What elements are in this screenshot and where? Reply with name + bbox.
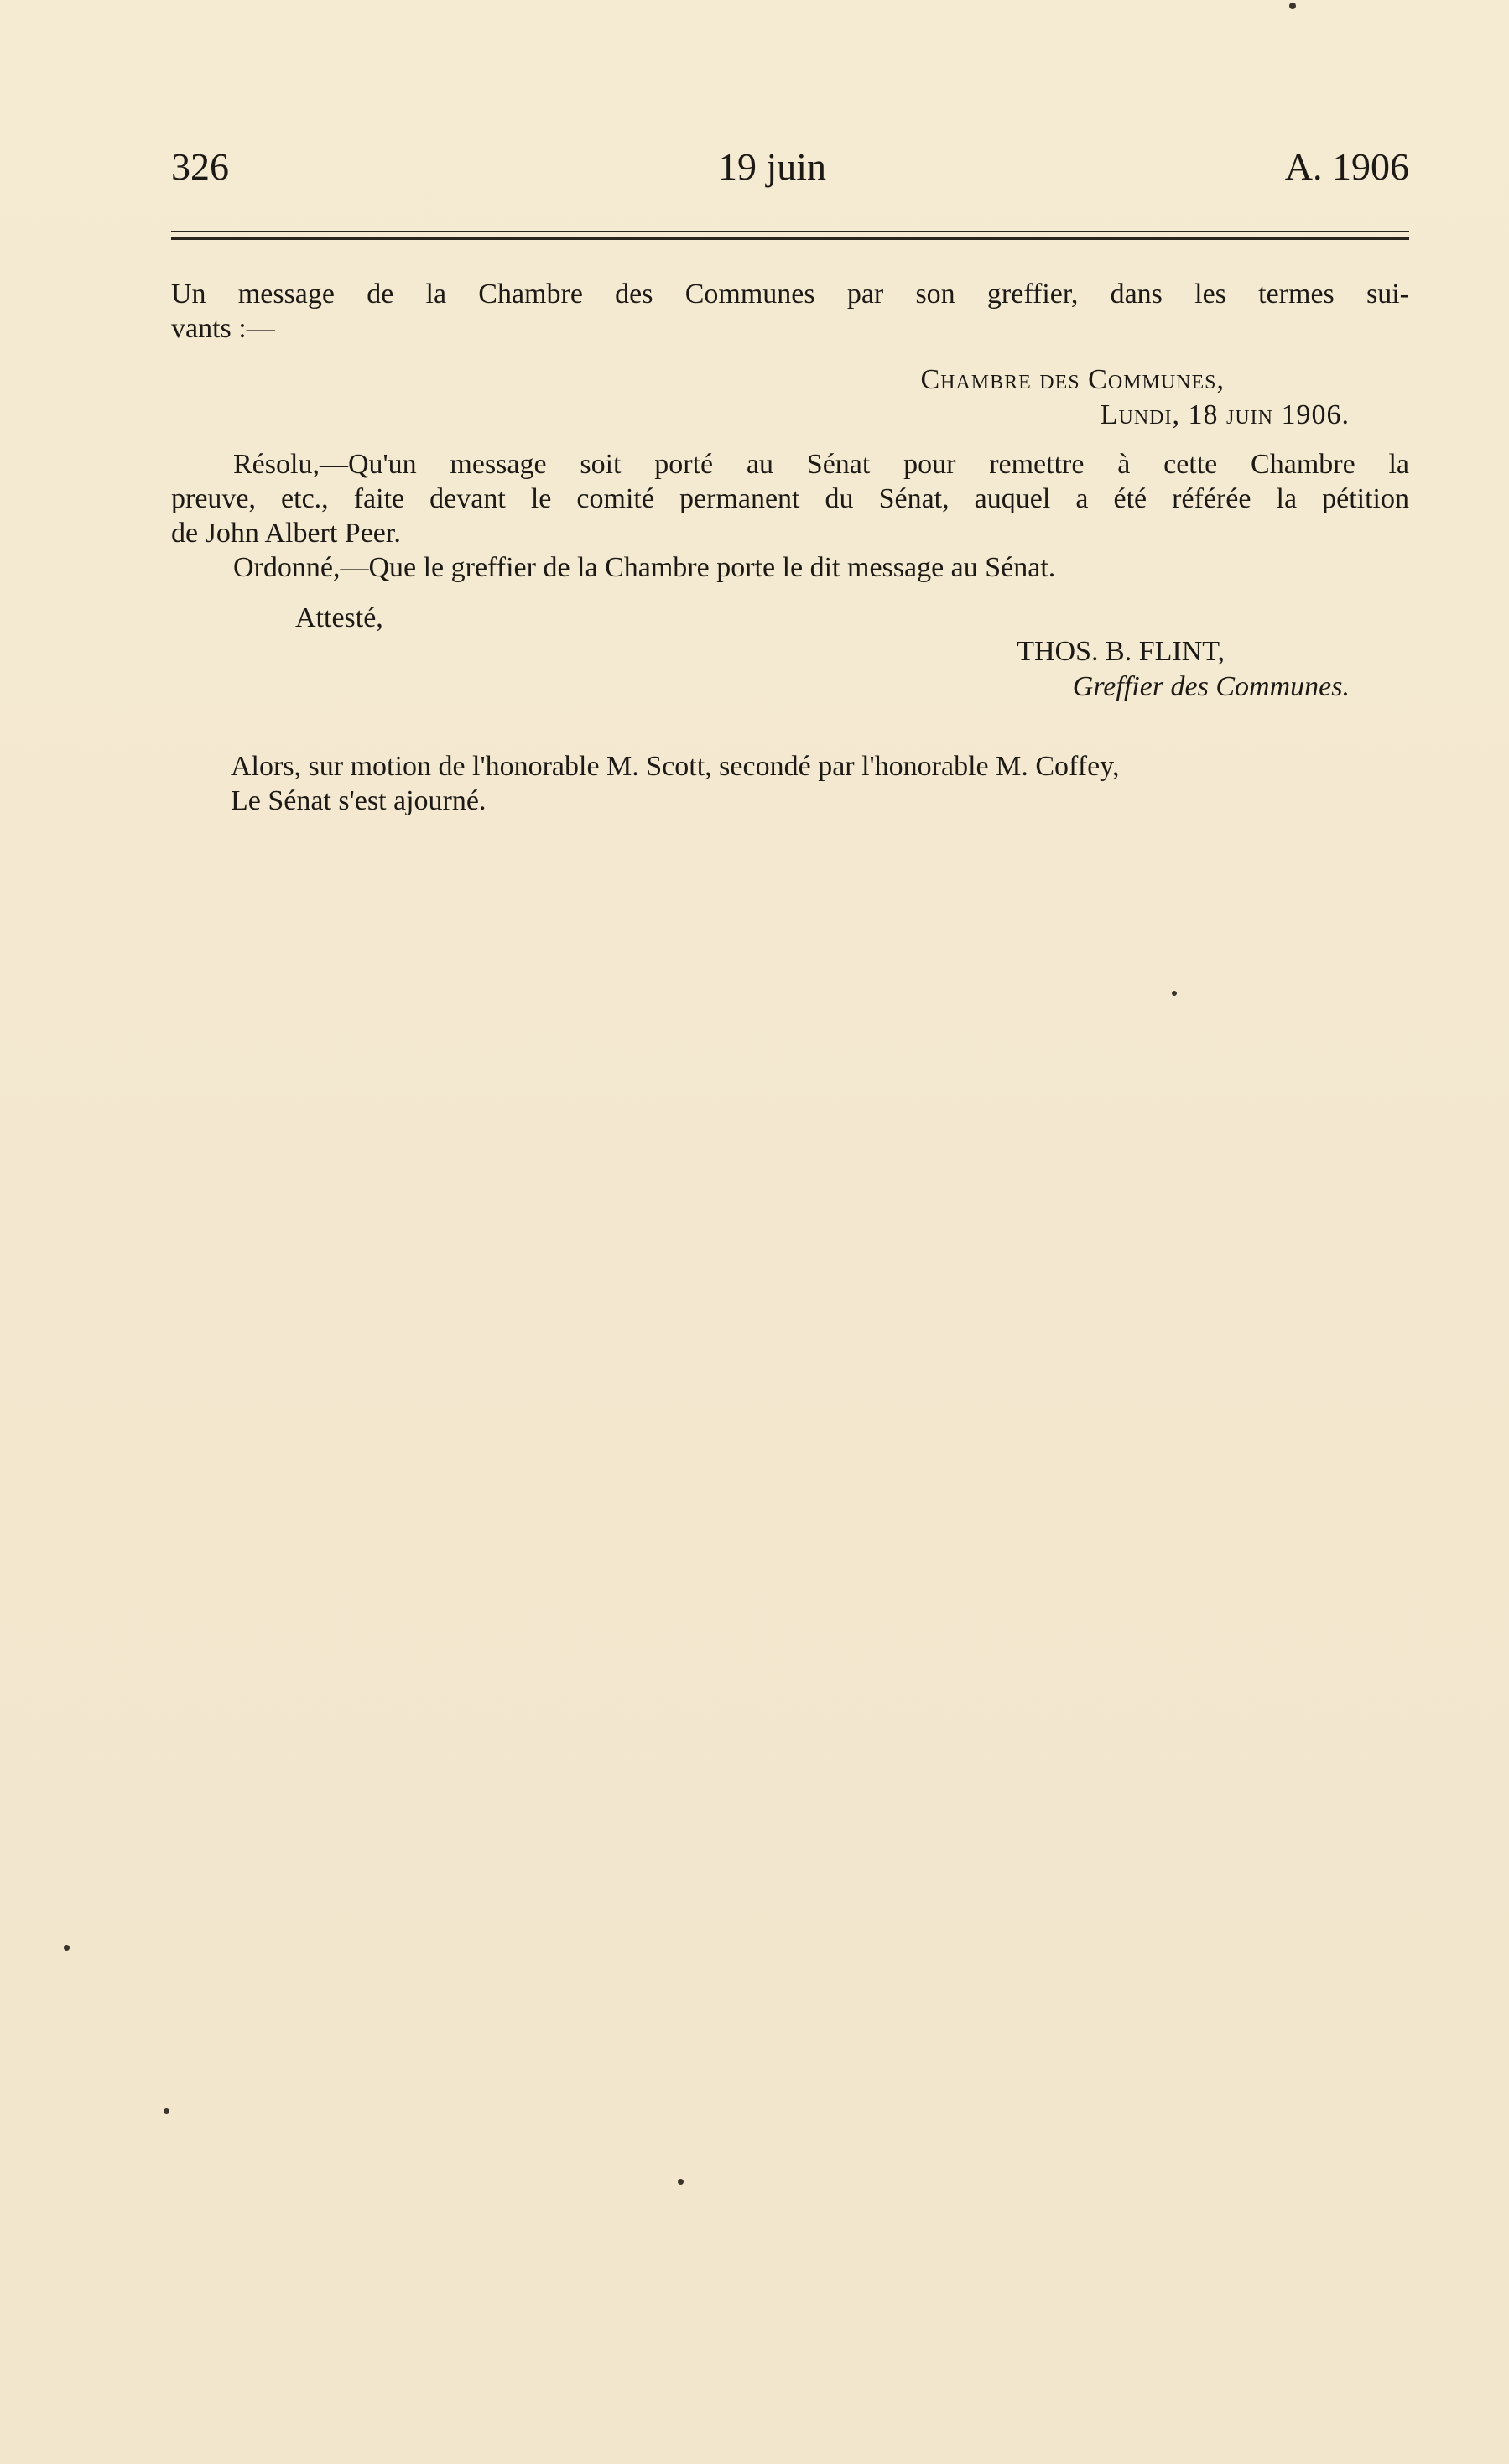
header-rule-bottom xyxy=(171,237,1409,240)
header-rule-top xyxy=(171,231,1409,232)
resolu-line-1: Résolu,—Qu'un message soit porté au Sénat pour remettre à cette Chambre la xyxy=(233,449,1409,480)
atteste-line: Attesté, xyxy=(295,602,383,633)
sender-heading: Chambre des Communes, xyxy=(920,364,1225,395)
intro-line-2: vants :— xyxy=(171,313,275,344)
paper-speck xyxy=(1289,3,1296,9)
signature-title: Greffier des Communes. xyxy=(1072,671,1350,702)
paper-speck xyxy=(678,2179,684,2185)
header-year: A. 1906 xyxy=(1284,145,1409,188)
paper-speck xyxy=(1172,991,1177,996)
resolu-line-3: de John Albert Peer. xyxy=(171,518,401,549)
resolu-line-2: preuve, etc., faite devant le comité permanent du Sénat, auquel a été référée la pétition xyxy=(171,483,1409,514)
page-header xyxy=(171,144,1409,195)
sender-date-text: Lundi, 18 juin 1906. xyxy=(1100,399,1350,430)
signature-name: THOS. B. FLINT, xyxy=(1017,636,1225,667)
intro-line-1: Un message de la Chambre des Communes par son greffier, dans les termes sui- xyxy=(171,279,1409,310)
paper-speck xyxy=(64,1945,70,1951)
paper-speck xyxy=(164,2108,169,2114)
closing-line-2: Le Sénat s'est ajourné. xyxy=(231,785,487,816)
closing-line-1: Alors, sur motion de l'honorable M. Scott, secondé par l'honorable M. Coffey, xyxy=(231,751,1120,782)
ordonne-line: Ordonné,—Que le greffier de la Chambre porte le dit message au Sénat. xyxy=(233,552,1056,583)
header-date: 19 juin xyxy=(718,145,827,188)
page-number: 326 xyxy=(171,145,229,188)
sender-date xyxy=(1101,398,1350,432)
